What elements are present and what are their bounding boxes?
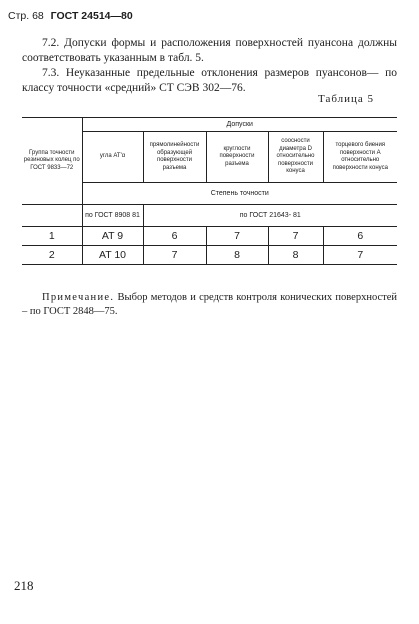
gost-empty-cell: [22, 205, 82, 227]
table-cell: 7: [323, 246, 397, 265]
header-degree-of-accuracy: Степень точности: [82, 183, 397, 205]
table-cell: 8: [268, 246, 323, 265]
gost-other-reference: по ГОСТ 21643- 81: [143, 205, 397, 227]
table-caption: Таблица 5: [318, 93, 375, 105]
header-angle: угла АТ'α: [82, 132, 143, 183]
header-accuracy-group: Группа точности резиновых колец по ГОСТ 9833—72: [22, 118, 82, 205]
table-note: [22, 291, 397, 319]
page-label: Стр. 68: [8, 10, 44, 22]
header-coaxiality: соосности диаметра D относительно поверхности конуса: [268, 132, 323, 183]
paragraph-7-2: 7.2. Допуски формы и расположения поверхностей пуансона должны соответствовать указанным в табл. 5.: [22, 37, 397, 64]
table-cell: 7: [268, 227, 323, 246]
table-cell: 2: [22, 246, 82, 265]
header-face-runout: торцевого биения поверхности А относительно поверхности конуса: [323, 132, 397, 183]
tolerances-table: [22, 117, 397, 265]
note-label: Примечание.: [42, 292, 115, 303]
table-row: [22, 246, 397, 265]
table-cell: AT 10: [82, 246, 143, 265]
note-text: Выбор методов и средств контроля конических поверхностей – по ГОСТ 2848—75.: [22, 292, 397, 317]
table-cell: AT 9: [82, 227, 143, 246]
paragraph-7-3: 7.3. Неуказанные предельные отклонения размеров пуансонов— по классу точности «средний» СТ СЭВ 302—76.: [22, 67, 397, 94]
table-cell: 6: [323, 227, 397, 246]
header-straightness: прямолинейности образующей поверхности разъема: [143, 132, 206, 183]
table-row: [22, 227, 397, 246]
table-cell: 6: [143, 227, 206, 246]
table-cell: 7: [206, 227, 268, 246]
page-number: 218: [14, 578, 34, 593]
standard-number: ГОСТ 24514—80: [50, 10, 133, 22]
running-header: [8, 10, 133, 22]
gost-angle-reference: по ГОСТ 8908 81: [82, 205, 143, 227]
table-cell: 7: [143, 246, 206, 265]
header-roundness: круглости поверхности разъема: [206, 132, 268, 183]
header-tolerances: Допуски: [82, 118, 397, 132]
table-cell: 1: [22, 227, 82, 246]
table-cell: 8: [206, 246, 268, 265]
